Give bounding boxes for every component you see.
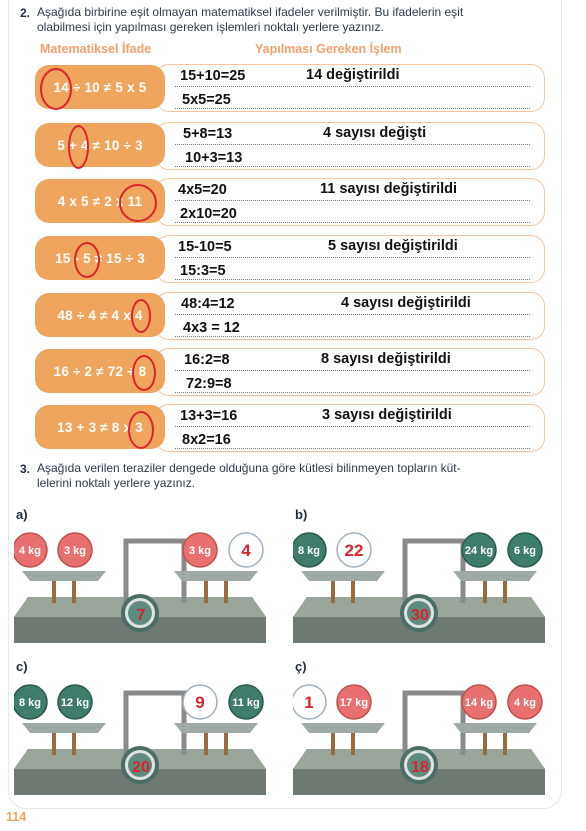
handwritten-circle xyxy=(119,184,157,222)
balance-scale xyxy=(14,677,266,809)
answer-note: 3 sayısı değiştirildi xyxy=(322,407,452,423)
question-2-text-line2: olabilmesi için yapılması gereken işlemleri noktalı yerlere yazınız. xyxy=(37,20,384,34)
unknown-ball-answer: 1 xyxy=(304,693,314,712)
dotted-line xyxy=(175,257,530,258)
question-2-text-line1: Aşağıda birbirine eşit olmayan matematiksel ifadeler verilmiştir. Bu ifadelerin eşit xyxy=(37,5,464,19)
answer-note: 5 sayısı değiştirildi xyxy=(328,238,458,254)
answer-note: 8 sayısı değiştirildi xyxy=(321,351,451,367)
handwritten-circle xyxy=(132,355,156,391)
weight-ball xyxy=(462,685,496,719)
answer-note: 4 sayısı değişti xyxy=(323,125,427,141)
question-3-number: 3. xyxy=(20,462,31,476)
expression-row xyxy=(35,64,545,112)
dotted-line xyxy=(175,448,530,449)
answer-line-2: 15:3=5 xyxy=(180,263,226,279)
weight-ball xyxy=(58,685,92,719)
balance-scale xyxy=(293,525,545,657)
scale-label: ç) xyxy=(295,659,307,674)
ball-weight-label: 4 kg xyxy=(513,697,537,709)
weight-ball xyxy=(508,533,542,567)
left-pan xyxy=(301,571,385,581)
answer-line-2: 8x2=16 xyxy=(182,432,231,448)
weight-ball xyxy=(229,685,263,719)
expression-pill xyxy=(35,123,165,167)
weight-ball xyxy=(337,685,371,719)
weight-ball xyxy=(229,533,263,567)
answer-line-2: 72:9=8 xyxy=(186,376,232,392)
expression-pill xyxy=(35,236,165,280)
scale-total-answer: 30 xyxy=(411,607,429,624)
scale-total-answer: 20 xyxy=(132,759,150,776)
right-pan xyxy=(453,571,537,581)
handwritten-circle xyxy=(128,411,154,449)
ball-weight-label: 6 kg xyxy=(513,545,537,557)
expression-row xyxy=(35,404,545,452)
expression-row xyxy=(35,122,545,170)
expression-text: 4 x 5 ≠ 2 x 11 xyxy=(57,193,143,209)
weight-ball xyxy=(337,533,371,567)
ball-weight-label: 12 kg xyxy=(60,697,90,709)
dotted-line xyxy=(175,279,530,280)
weight-ball xyxy=(183,685,217,719)
handwritten-circle xyxy=(40,68,72,110)
weight-ball xyxy=(14,533,47,567)
answer-line-1: 48:4=12 xyxy=(181,296,235,312)
answer-line-2: 4x3 = 12 xyxy=(183,320,240,336)
page-number: 114 xyxy=(6,810,27,824)
weight-ball xyxy=(293,685,326,719)
answer-line-1: 5+8=13 xyxy=(183,126,233,142)
ball-weight-label: 24 kg xyxy=(464,545,494,557)
unknown-ball-answer: 4 xyxy=(241,541,251,560)
ball-weight-label: 8 kg xyxy=(18,697,42,709)
right-pan xyxy=(174,723,258,733)
expression-row xyxy=(35,178,545,226)
ball-weight-label: 4 kg xyxy=(18,545,42,557)
answer-line-1: 15+10=25 xyxy=(180,68,246,84)
dotted-line xyxy=(175,426,530,427)
expression-text: 13 + 3 ≠ 8 x 3 xyxy=(57,419,143,435)
column-header-expression: Matematiksel İfade xyxy=(40,42,152,56)
balance-scale xyxy=(293,677,545,809)
left-pan xyxy=(301,723,385,733)
dotted-line xyxy=(175,166,530,167)
dotted-line xyxy=(175,200,530,201)
dotted-line xyxy=(175,222,530,223)
dotted-line xyxy=(175,108,530,109)
handwritten-circle xyxy=(74,242,100,278)
scale-total-answer: 18 xyxy=(411,759,429,776)
weight-ball xyxy=(293,533,326,567)
handwritten-circle xyxy=(68,125,89,169)
dotted-line xyxy=(175,370,530,371)
answer-line-1: 15-10=5 xyxy=(178,239,232,255)
scale-total-answer: 7 xyxy=(136,607,146,624)
ball-weight-label: 3 kg xyxy=(188,545,212,557)
unknown-ball-answer: 22 xyxy=(344,541,364,560)
right-pan xyxy=(453,723,537,733)
expression-text: 48 ÷ 4 ≠ 4 x 4 xyxy=(57,307,143,323)
dotted-line xyxy=(175,144,530,145)
expression-text: 16 ÷ 2 ≠ 72 ÷ 8 xyxy=(53,363,147,379)
answer-line-2: 2x10=20 xyxy=(180,206,237,222)
expression-row xyxy=(35,235,545,283)
dotted-line xyxy=(175,336,530,337)
weight-ball xyxy=(462,533,496,567)
handwritten-circle xyxy=(131,299,151,333)
scale-label: b) xyxy=(295,507,308,522)
answer-note: 11 sayısı değiştirildi xyxy=(320,181,458,197)
weight-ball xyxy=(14,685,47,719)
question-3-text-line1: Aşağıda verilen teraziler dengede olduğuna göre kütlesi bilinmeyen topların küt- xyxy=(37,461,461,475)
ball-weight-label: 8 kg xyxy=(297,545,321,557)
dotted-line xyxy=(175,86,530,87)
unknown-ball-answer: 9 xyxy=(195,693,205,712)
right-pan xyxy=(174,571,258,581)
weight-ball xyxy=(508,685,542,719)
ball-weight-label: 3 kg xyxy=(63,545,87,557)
ball-weight-label: 11 kg xyxy=(232,697,260,709)
weight-ball xyxy=(183,533,217,567)
dotted-line xyxy=(175,314,530,315)
answer-line-1: 13+3=16 xyxy=(180,408,238,424)
dotted-line xyxy=(175,392,530,393)
answer-line-2: 10+3=13 xyxy=(185,150,243,166)
expression-text: 15 - 5 ≠ 15 ÷ 3 xyxy=(55,250,145,266)
ball-weight-label: 14 kg xyxy=(464,697,494,709)
question-2-number: 2. xyxy=(20,6,31,20)
answer-note: 14 değiştirildi xyxy=(306,67,400,83)
expression-row xyxy=(35,348,545,396)
column-header-operation: Yapılması Gereken İşlem xyxy=(255,42,402,56)
answer-line-1: 16:2=8 xyxy=(184,352,230,368)
left-pan xyxy=(22,723,106,733)
question-3-text-line2: lelerini noktalı yerlere yazınız. xyxy=(37,476,196,490)
answer-line-2: 5x5=25 xyxy=(182,92,231,108)
weight-ball xyxy=(58,533,92,567)
left-pan xyxy=(22,571,106,581)
ball-weight-label: 17 kg xyxy=(339,697,369,709)
answer-note: 4 sayısı değiştirildi xyxy=(341,295,471,311)
answer-line-1: 4x5=20 xyxy=(178,182,227,198)
scale-label: c) xyxy=(16,659,28,674)
balance-scale xyxy=(14,525,266,657)
expression-text: 14 ÷ 10 ≠ 5 x 5 xyxy=(53,79,147,95)
scale-label: a) xyxy=(16,507,28,522)
expression-text: 5 + 4 ≠ 10 ÷ 3 xyxy=(57,137,143,153)
